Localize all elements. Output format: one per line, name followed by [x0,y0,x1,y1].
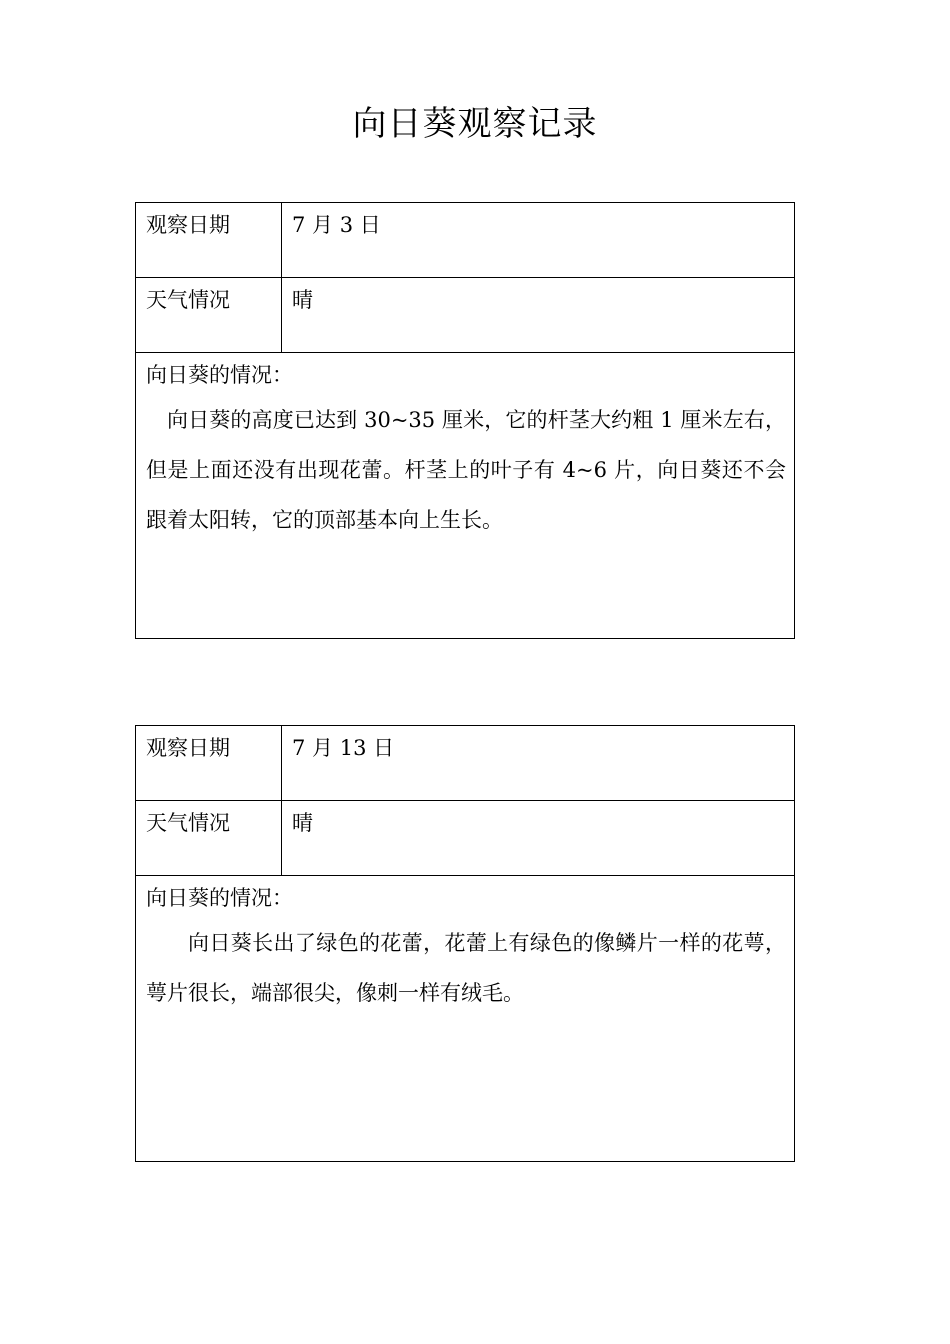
date-label: 观察日期 [136,726,282,800]
date-row [136,203,794,278]
date-row [136,726,794,801]
date-label: 观察日期 [136,203,282,277]
date-value: 7 月 13 日 [292,736,395,760]
notes-heading: 向日葵的情况： [146,886,293,910]
notes-heading: 向日葵的情况： [146,363,293,387]
page-title: 向日葵观察记录 [352,104,598,144]
date-value: 7 月 3 日 [292,213,381,237]
notes-body: 向日葵长出了绿色的花蕾，花蕾上有绿色的像鳞片一样的花萼，萼片很长，端部很尖，像刺一样有绒毛。 [146,931,786,1005]
weather-row [136,801,794,876]
observation-record-table [135,202,795,639]
observation-notes [136,876,794,1018]
observation-record-table [135,725,795,1162]
weather-label: 天气情况 [136,278,282,352]
notes-body: 向日葵的高度已达到 30~35 厘米，它的杆茎大约粗 1 厘米左右，但是上面还没有出现花蕾。杆茎上的叶子有 4~6 片，向日葵还不会跟着太阳转，它的顶部基本向上生长。 [146,408,786,532]
weather-value: 晴 [292,288,313,312]
weather-label: 天气情况 [136,801,282,875]
weather-row [136,278,794,353]
weather-value: 晴 [292,811,313,835]
observation-notes [136,353,794,545]
